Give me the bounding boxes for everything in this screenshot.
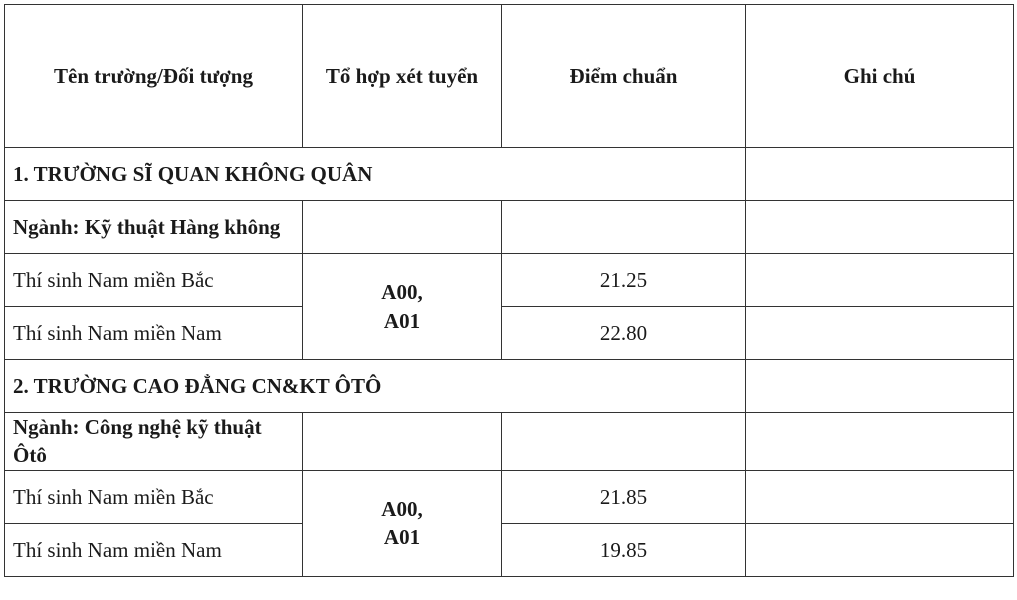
candidate-group: Thí sinh Nam miền Nam [5, 523, 303, 576]
table-row [5, 470, 1014, 523]
school-row [5, 148, 1014, 201]
major-title: Ngành: Công nghệ kỹ thuật Ôtô [5, 413, 303, 471]
major-row [5, 413, 1014, 471]
combination-code: A01 [383, 308, 421, 333]
note-cell [746, 148, 1014, 201]
cutoff-score: 22.80 [502, 307, 746, 360]
table-row [5, 523, 1014, 576]
combination-code: A00, [381, 496, 423, 521]
header-row [5, 5, 1014, 148]
note-cell [746, 360, 1014, 413]
header-school: Tên trường/Đối tượng [5, 5, 303, 148]
cutoff-score: 21.25 [502, 254, 746, 307]
admission-score-table [4, 4, 1014, 577]
note-cell [746, 470, 1014, 523]
note-cell [746, 307, 1014, 360]
school-title: 2. TRƯỜNG CAO ĐẲNG CN&KT ÔTÔ [5, 360, 746, 413]
note-cell [746, 254, 1014, 307]
subject-combination [303, 254, 502, 360]
empty-cell [303, 201, 502, 254]
school-title: 1. TRƯỜNG SĨ QUAN KHÔNG QUÂN [5, 148, 746, 201]
note-cell [746, 413, 1014, 471]
subject-combination [303, 470, 502, 576]
school-row [5, 360, 1014, 413]
major-title: Ngành: Kỹ thuật Hàng không [5, 201, 303, 254]
header-notes: Ghi chú [746, 5, 1014, 148]
cutoff-score: 21.85 [502, 470, 746, 523]
table-row [5, 307, 1014, 360]
candidate-group: Thí sinh Nam miền Nam [5, 307, 303, 360]
cutoff-score: 19.85 [502, 523, 746, 576]
empty-cell [303, 413, 502, 471]
note-cell [746, 523, 1014, 576]
combination-code: A01 [383, 525, 421, 550]
candidate-group: Thí sinh Nam miền Bắc [5, 254, 303, 307]
header-cutoff-score: Điểm chuẩn [502, 5, 746, 148]
header-combination: Tổ hợp xét tuyển [303, 5, 502, 148]
combination-code: A00, [381, 280, 423, 305]
candidate-group: Thí sinh Nam miền Bắc [5, 470, 303, 523]
table-row [5, 254, 1014, 307]
empty-cell [502, 201, 746, 254]
major-row [5, 201, 1014, 254]
note-cell [746, 201, 1014, 254]
empty-cell [502, 413, 746, 471]
